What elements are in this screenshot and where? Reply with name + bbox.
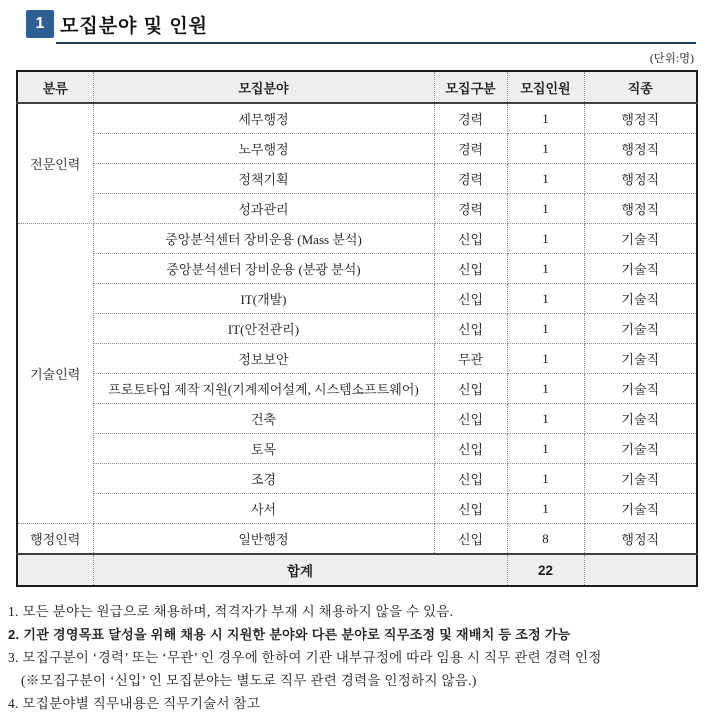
job-cell: 기술직: [584, 284, 697, 314]
count-cell: 1: [507, 494, 584, 524]
count-cell: 1: [507, 464, 584, 494]
job-cell: 기술직: [584, 314, 697, 344]
table-row: [17, 254, 697, 284]
count-cell: 1: [507, 254, 584, 284]
job-cell: 기술직: [584, 374, 697, 404]
job-cell: 기술직: [584, 254, 697, 284]
table-row: [17, 524, 697, 555]
field-cell: 일반행정: [93, 524, 434, 555]
type-cell: 신입: [434, 284, 507, 314]
job-cell: 기술직: [584, 404, 697, 434]
header-cell-field: 모집분야: [93, 71, 434, 103]
table-row: [17, 344, 697, 374]
count-cell: 1: [507, 434, 584, 464]
type-cell: 신입: [434, 464, 507, 494]
type-cell: 신입: [434, 314, 507, 344]
job-cell: 행정직: [584, 103, 697, 134]
footnotes: [8, 600, 698, 715]
field-cell: 프로토타입 제작 지원(기계제어설계, 시스템소프트웨어): [93, 374, 434, 404]
recruitment-table-wrap: [16, 70, 696, 587]
field-cell: IT(안전관리): [93, 314, 434, 344]
type-cell: 경력: [434, 164, 507, 194]
field-cell: 중앙분석센터 장비운용 (Mass 분석): [93, 224, 434, 254]
category-group-cell: 전문인력: [17, 103, 93, 224]
field-cell: 정보보안: [93, 344, 434, 374]
table-row: [17, 314, 697, 344]
header-cell-type: 모집구분: [434, 71, 507, 103]
type-cell: 경력: [434, 134, 507, 164]
category-group-cell: 행정인력: [17, 524, 93, 555]
count-cell: 1: [507, 374, 584, 404]
header-cell-job: 직종: [584, 71, 697, 103]
field-cell: 건축: [93, 404, 434, 434]
type-cell: 신입: [434, 254, 507, 284]
table-row: [17, 284, 697, 314]
type-cell: 신입: [434, 434, 507, 464]
table-row: [17, 134, 697, 164]
count-cell: 1: [507, 194, 584, 224]
table-row: [17, 374, 697, 404]
job-cell: 행정직: [584, 134, 697, 164]
table-row: [17, 194, 697, 224]
field-cell: IT(개발): [93, 284, 434, 314]
table-row: [17, 494, 697, 524]
job-cell: 기술직: [584, 344, 697, 374]
type-cell: 신입: [434, 224, 507, 254]
note-line: 3. 모집구분이 ‘경력’ 또는 ‘무관’ 인 경우에 한하여 기관 내부규정에 따라 임용 시 직무 관련 경력 인정: [8, 650, 602, 665]
table-row: [17, 164, 697, 194]
field-cell: 사서: [93, 494, 434, 524]
count-cell: 1: [507, 103, 584, 134]
type-cell: 무관: [434, 344, 507, 374]
count-cell: 1: [507, 164, 584, 194]
job-cell: 기술직: [584, 464, 697, 494]
table-row: [17, 404, 697, 434]
count-cell: 1: [507, 344, 584, 374]
table-row: [17, 434, 697, 464]
type-cell: 신입: [434, 524, 507, 555]
note-line: 4. 모집분야별 직무내용은 직무기술서 참고: [8, 696, 261, 711]
total-blank-category: [17, 554, 93, 586]
job-cell: 행정직: [584, 164, 697, 194]
recruitment-table: [16, 70, 698, 587]
count-cell: 1: [507, 314, 584, 344]
total-count-cell: 22: [507, 554, 584, 586]
table-row: [17, 224, 697, 254]
page-title: 모집분야 및 인원: [60, 16, 209, 37]
field-cell: 토목: [93, 434, 434, 464]
note-line: 2. 기관 경영목표 달성을 위해 채용 시 지원한 분야와 다른 분야로 직무조정 및 재배치 등 조정 가능: [8, 627, 571, 642]
section-number-badge: 1: [26, 10, 54, 38]
category-group-cell: 기술인력: [17, 224, 93, 524]
table-row: [17, 464, 697, 494]
unit-label: (단위:명): [649, 53, 694, 65]
job-cell: 행정직: [584, 194, 697, 224]
field-cell: 성과관리: [93, 194, 434, 224]
count-cell: 8: [507, 524, 584, 555]
field-cell: 조경: [93, 464, 434, 494]
header-cell-count: 모집인원: [507, 71, 584, 103]
table-header-row: [17, 71, 697, 103]
header-cell-category: 분류: [17, 71, 93, 103]
total-row: [17, 554, 697, 586]
field-cell: 노무행정: [93, 134, 434, 164]
total-blank-job: [584, 554, 697, 586]
table-row: [17, 103, 697, 134]
job-cell: 기술직: [584, 224, 697, 254]
field-cell: 정책기획: [93, 164, 434, 194]
type-cell: 경력: [434, 103, 507, 134]
count-cell: 1: [507, 284, 584, 314]
total-label-cell: 합계: [93, 554, 507, 586]
job-cell: 기술직: [584, 434, 697, 464]
note-line: 1. 모든 분야는 원급으로 채용하며, 적격자가 부재 시 채용하지 않을 수 있음.: [8, 604, 454, 619]
type-cell: 신입: [434, 404, 507, 434]
job-cell: 행정직: [584, 524, 697, 555]
field-cell: 중앙분석센터 장비운용 (분광 분석): [93, 254, 434, 284]
type-cell: 신입: [434, 374, 507, 404]
count-cell: 1: [507, 224, 584, 254]
field-cell: 세무행정: [93, 103, 434, 134]
job-cell: 기술직: [584, 494, 697, 524]
type-cell: 경력: [434, 194, 507, 224]
title-section: [26, 10, 696, 44]
type-cell: 신입: [434, 494, 507, 524]
note-line: (※모집구분이 ‘신입’ 인 모집분야는 별도로 직무 관련 경력을 인정하지 않음.): [21, 673, 477, 688]
title-underline: [56, 42, 696, 44]
count-cell: 1: [507, 134, 584, 164]
count-cell: 1: [507, 404, 584, 434]
